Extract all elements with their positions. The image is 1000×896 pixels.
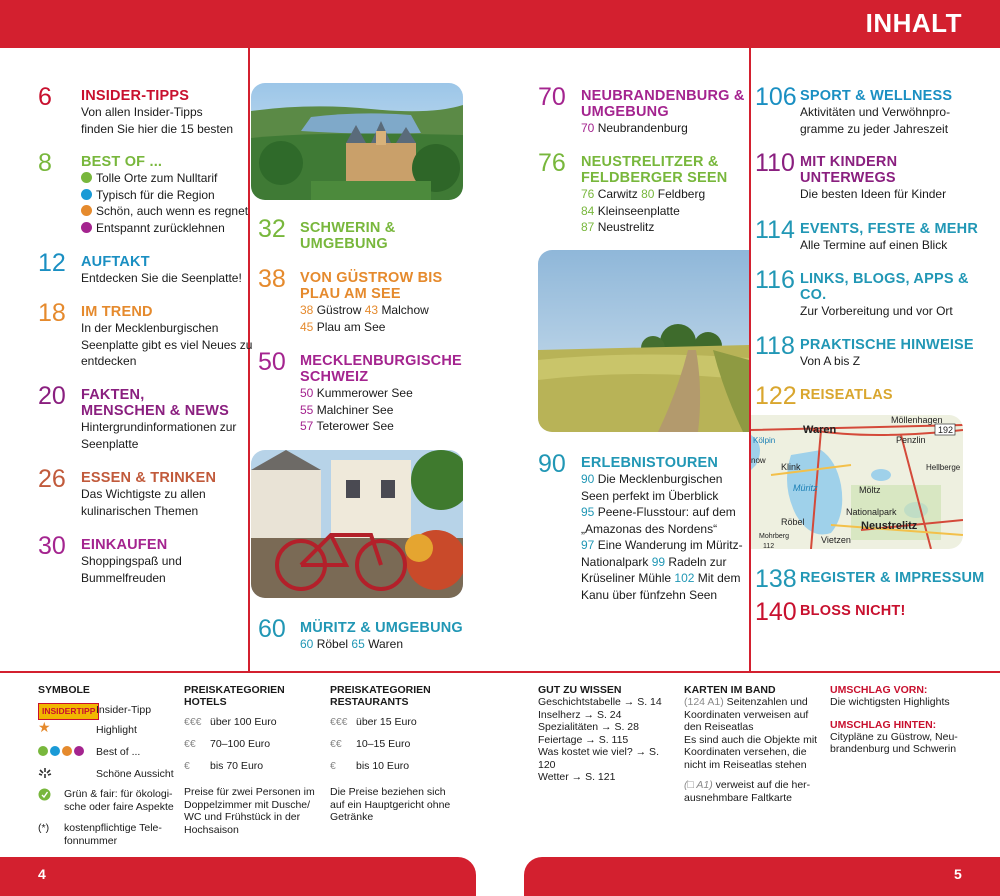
- legend-note: Preise für zwei Personen im Doppelzimmer mit Dusche/ WC und Frühstück in der Hochsaison: [184, 786, 315, 836]
- toc-desc: Zur Vorbereitung und vor Ort: [800, 304, 953, 318]
- best-of-dots-icon: [38, 746, 88, 759]
- toc-title: MENSCHEN & NEWS: [81, 403, 230, 419]
- toc-sub: 84 Kleinseenplatte: [581, 203, 680, 218]
- legend-hotels: [184, 684, 324, 836]
- legend-label: Die wichtigsten Highlights: [830, 696, 950, 708]
- legend-restaurants: [330, 684, 470, 824]
- toc-title: NEUBRANDENBURG &: [581, 88, 745, 104]
- toc-title: EINKAUFEN: [81, 537, 168, 553]
- best-of-bullet: Typisch für die Region: [81, 187, 261, 204]
- map-label: now: [751, 456, 766, 465]
- toc-title: SCHWEIZ: [300, 369, 369, 385]
- toc-desc: Shoppingspaß und: [81, 554, 182, 568]
- legend-gut-zu-wissen: [538, 684, 678, 784]
- map-label: Möllenhagen: [891, 415, 943, 425]
- green-fair-icon: [38, 788, 51, 805]
- link-text[interactable]: Was kostet wie viel? → S. 120: [538, 746, 659, 771]
- toc-desc: Alle Termine auf einen Blick: [800, 238, 948, 252]
- toc-desc: Seenplatte: [81, 436, 139, 451]
- toc-page-number: 6: [38, 83, 52, 111]
- toc-page-number: 26: [38, 465, 66, 493]
- star-icon: ★: [38, 719, 51, 735]
- header-bar: [0, 0, 1000, 48]
- map-thumbnail: [751, 415, 963, 549]
- toc-title: MIT KINDERN: [800, 154, 898, 170]
- toc-page-number: 138: [755, 565, 797, 593]
- phone-cost-symbol: (*): [38, 822, 50, 834]
- legend-label: Insider-Tipp: [96, 704, 152, 716]
- toc-desc: gramme zu jeder Jahreszeit: [800, 121, 949, 136]
- toc-desc: Aktivitäten und Verwöhnpro-: [800, 105, 951, 119]
- price-symbol: €€€: [184, 716, 202, 728]
- map-label: Neustrelitz: [861, 520, 918, 532]
- best-of-bullet: Tolle Orte zum Nulltarif: [81, 170, 261, 187]
- map-label: 192: [938, 425, 954, 435]
- toc-sub: 45 Plau am See: [300, 319, 386, 334]
- toc-title: UMGEBUNG: [581, 104, 669, 120]
- legend-symbole: [38, 684, 178, 852]
- legend-label: kostenpflichtige Tele- fonnummer: [64, 822, 162, 847]
- toc-desc: Das Wichtigste zu allen: [81, 487, 206, 501]
- toc-desc: kulinarischen Themen: [81, 503, 199, 518]
- map-ref: (124 A1): [684, 696, 724, 708]
- legend-note: Die Preise beziehen sich auf ein Hauptgericht ohne Getränke: [330, 786, 451, 823]
- toc-page-number: 106: [755, 83, 797, 111]
- toc-desc: Bummelfreuden: [81, 570, 166, 585]
- link-text[interactable]: Geschichtstabelle → S. 14: [538, 696, 662, 708]
- page-title: INHALT: [865, 8, 962, 38]
- page-number-right: 5: [954, 866, 962, 882]
- best-of-bullet: Schön, auch wenn es regnet: [81, 203, 261, 220]
- toc-page-number: 20: [38, 382, 66, 410]
- toc-title: UNTERWEGS: [800, 170, 896, 186]
- toc-tour-line: 95 Peene-Flusstour: auf dem: [581, 505, 736, 519]
- legend-label: Citypläne zu Güstrow, Neu-: [830, 730, 958, 743]
- blue-dot-icon: [81, 189, 92, 200]
- toc-page-number: 110: [755, 149, 795, 177]
- toc-desc: Entdecken Sie die Seenplatte!: [81, 271, 242, 285]
- legend-label: Highlight: [96, 724, 137, 736]
- toc-page-number: 114: [755, 216, 795, 244]
- link-text[interactable]: Feiertage → S. 115: [538, 733, 629, 746]
- toc-sub: 50 Kummerower See: [300, 386, 413, 400]
- toc-title: EVENTS, FESTE & MEHR: [800, 221, 979, 237]
- toc-desc: Die besten Ideen für Kinder: [800, 187, 947, 201]
- toc-title: ERLEBNISTOUREN: [581, 455, 719, 471]
- toc-title: REISEATLAS: [800, 387, 893, 403]
- map-label: Klink: [781, 462, 801, 472]
- toc-title: IM TREND: [81, 304, 153, 320]
- legend-label: über 100 Euro: [210, 716, 277, 728]
- toc-page-number: 60: [258, 615, 286, 643]
- legend-label: Best of ...: [96, 746, 141, 758]
- map-label: Vietzen: [821, 535, 851, 545]
- toc-page-number: 38: [258, 265, 286, 293]
- toc-sub: 87 Neustrelitz: [581, 220, 655, 234]
- toc-title: MÜRITZ & UMGEBUNG: [300, 620, 463, 636]
- toc-page-number: 12: [38, 249, 66, 277]
- toc-title: MECKLENBURGISCHE: [300, 353, 462, 369]
- toc-title: VON GÜSTROW BIS: [300, 270, 443, 286]
- legend-label: über 15 Euro: [356, 716, 417, 728]
- toc-title: SPORT & WELLNESS: [800, 88, 953, 104]
- toc-tour-line: „Amazonas des Nordens“: [581, 521, 718, 536]
- toc-title: NEUSTRELITZER &: [581, 154, 719, 170]
- toc-desc: Seenplatte gibt es viel Neues zu: [81, 337, 253, 352]
- footer-divider: [0, 671, 1000, 673]
- link-text[interactable]: Wetter → S. 121: [538, 771, 616, 783]
- purple-dot-icon: [81, 222, 92, 233]
- toc-desc: Von allen Insider-Tipps: [81, 105, 203, 119]
- view-icon: [38, 766, 52, 784]
- legend-label: Schöne Aussicht: [96, 768, 174, 780]
- toc-page-number: 76: [538, 149, 566, 177]
- toc-title: BLOSS NICHT!: [800, 603, 906, 619]
- link-text[interactable]: Inselherz → S. 24: [538, 708, 622, 721]
- photo-red-bicycle: [251, 450, 463, 598]
- toc-page-number: 116: [755, 266, 795, 294]
- map-label: Röbel: [781, 517, 805, 527]
- toc-tour-line: Seen perfekt im Überblick: [581, 488, 719, 503]
- map-label: Kölpin: [753, 436, 776, 445]
- best-of-bullet: Entspannt zurücklehnen: [81, 220, 261, 237]
- legend-karten: KARTEN IM BAND (124 A1) Seitenzahlen und Koordinaten verweisen auf den Reiseatlas Es sind auch die Objekte mit Koordinaten versehen, die nicht im Reiseatlas stehen (□ A1) verweist auf die her- ausnehmbare Faltkarte: [684, 684, 824, 804]
- price-symbol: €€: [184, 738, 196, 750]
- legend-heading: SYMBOLE: [38, 684, 90, 696]
- price-symbol: €: [330, 760, 336, 772]
- toc-title: AUFTAKT: [81, 254, 150, 270]
- insider-tipp-badge: INSIDERTIPP: [38, 703, 99, 720]
- toc-desc: In der Mecklenburgischen: [81, 321, 219, 335]
- green-dot-icon: [81, 172, 92, 183]
- toc-desc: Von A bis Z: [800, 354, 861, 368]
- legend-umschlag: [830, 684, 970, 756]
- toc-desc: Hintergrundinformationen zur: [81, 420, 237, 434]
- toc-page-number: 70: [538, 83, 566, 111]
- map-label: Nationalpark: [846, 507, 897, 517]
- legend-label: bis 70 Euro: [210, 760, 264, 772]
- photo-schwerin-castle: [251, 83, 463, 200]
- toc-page-number: 32: [258, 215, 286, 243]
- toc-desc: entdecken: [81, 354, 137, 368]
- legend-heading: UMSCHLAG HINTEN:: [830, 718, 937, 731]
- toc-tour-line: 97 Eine Wanderung im Müritz-: [581, 538, 743, 552]
- bottom-bar-right: [524, 857, 1000, 896]
- toc-title: BEST OF ...: [81, 154, 163, 170]
- map-label: Möltz: [859, 485, 881, 495]
- toc-sub: 38 Güstrow 43 Malchow: [300, 303, 429, 317]
- toc-title: REGISTER & IMPRESSUM: [800, 570, 985, 586]
- toc-page-number: 50: [258, 348, 286, 376]
- toc-title: FAKTEN,: [81, 387, 145, 403]
- legend-label: bis 10 Euro: [356, 760, 410, 772]
- map-label: Penzlin: [896, 435, 926, 445]
- legend-label: Grün & fair: für ökologi- sche oder faire Aspekte: [64, 788, 174, 813]
- toc-tour-line: Kanu über fünfzehn Seen: [581, 587, 718, 602]
- orange-dot-icon: [81, 205, 92, 216]
- map-label: Müritz: [793, 483, 818, 493]
- legend-heading: PREISKATEGORIEN HOTELS: [184, 684, 285, 708]
- toc-page-number: 8: [38, 149, 52, 177]
- toc-sub: 57 Teterower See: [300, 419, 394, 433]
- toc-title: PRAKTISCHE HINWEISE: [800, 337, 974, 353]
- map-label: Mohrberg: [759, 533, 789, 540]
- toc-page-number: 18: [38, 299, 66, 327]
- page-number-left: 4: [38, 866, 46, 882]
- toc-sub: 55 Malchiner See: [300, 402, 394, 417]
- legend-label: brandenburg und Schwerin: [830, 743, 957, 755]
- toc-title: UMGEBUNG: [300, 236, 388, 252]
- toc-tour-line: 90 Die Mecklenburgischen: [581, 472, 723, 486]
- toc-title: LINKS, BLOGS, APPS &: [800, 271, 969, 287]
- legend-label: 70–100 Euro: [210, 738, 271, 750]
- legend-label: 10–15 Euro: [356, 738, 411, 750]
- bottom-bar-left: [0, 857, 476, 896]
- toc-title: CO.: [800, 287, 827, 303]
- legend-heading: UMSCHLAG VORN:: [830, 684, 928, 696]
- toc-desc: finden Sie hier die 15 besten: [81, 121, 234, 136]
- map-label: Hellberge: [926, 463, 961, 472]
- toc-title: FELDBERGER SEEN: [581, 170, 728, 186]
- price-symbol: €€: [330, 738, 342, 750]
- legend-heading: GUT ZU WISSEN: [538, 684, 622, 696]
- toc-tour-line: Krüseliner Mühle 102 Mit dem: [581, 571, 741, 585]
- map-ref: (□ A1): [684, 779, 713, 791]
- toc-sub: 60 Röbel 65 Waren: [300, 637, 404, 651]
- toc-title: ESSEN & TRINKEN: [81, 470, 217, 486]
- toc-sub: 70 Neubrandenburg: [581, 121, 688, 135]
- legend-heading: KARTEN IM BAND: [684, 684, 776, 696]
- price-symbol: €€€: [330, 716, 348, 728]
- toc-page-number: 122: [755, 382, 797, 410]
- toc-tour-line: Nationalpark 99 Radeln zur: [581, 554, 727, 569]
- toc-page-number: 30: [38, 532, 66, 560]
- map-label: 112: [763, 543, 775, 549]
- toc-title: SCHWERIN &: [300, 220, 396, 236]
- legend-heading: PREISKATEGORIEN RESTAURANTS: [330, 684, 431, 708]
- toc-title: PLAU AM SEE: [300, 286, 401, 302]
- photo-field-path: [538, 250, 749, 432]
- toc-page-number: 140: [755, 598, 797, 626]
- link-text[interactable]: Spezialitäten → S. 28: [538, 721, 639, 733]
- price-symbol: €: [184, 760, 190, 772]
- map-label: Waren: [803, 424, 837, 436]
- toc-sub: 76 Carwitz 80 Feldberg: [581, 187, 706, 201]
- toc-title: INSIDER-TIPPS: [81, 88, 190, 104]
- toc-page-number: 90: [538, 450, 566, 478]
- toc-page-number: 118: [755, 332, 795, 360]
